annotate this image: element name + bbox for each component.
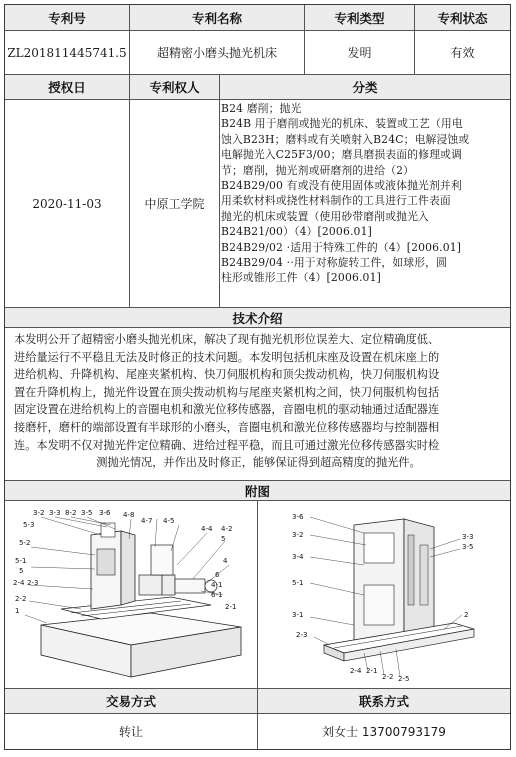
part-label: 2-4 — [13, 578, 25, 587]
tech-intro-label: 技术介绍 — [232, 310, 283, 326]
footer-values — [5, 713, 510, 749]
part-label: 5 — [19, 566, 24, 575]
part-label: 2-3 — [296, 630, 308, 639]
part-label: 3-3 — [462, 532, 474, 541]
patent-type-value: 发明 — [304, 31, 414, 74]
patent-name-value: 超精密小磨头抛光机床 — [129, 31, 304, 74]
part-label: 5-1 — [292, 578, 304, 587]
header-row-2 — [5, 74, 510, 99]
abstract-line: 接磨杆，磨杆的端部设置有半球形的小磨头，音圈电机和激光位移传感器均与控制器相 — [14, 420, 440, 434]
abstract-line: 本发明公开了超精密小磨头抛光机床，解决了现有抛光机形位误差大、定位精确度低、 — [14, 333, 440, 346]
abstract-line: 进给量运行不平稳且无法及时修正的技术问题。本发明包括机床座及设置在机床座上的 — [14, 350, 440, 364]
part-label: 4-1 — [211, 580, 223, 589]
part-label: 3-3 — [49, 508, 61, 517]
classification-line: 节；磨削，抛光剂或研磨剂的进给（2） — [221, 163, 415, 177]
contact-value: 刘女士 13700793179 — [257, 714, 510, 749]
classification-line: B24B 用于磨削或抛光的机床、装置或工艺（用电 — [221, 117, 463, 131]
abstract-line: 连。本发明不仅对抛光件定位精确、进给过程平稳，而且可通过激光位移传感器实时检 — [14, 438, 440, 452]
classification-line: B24B29/00 有或没有使用固体或液体抛光剂并利 — [221, 179, 462, 193]
part-label: 4-7 — [141, 516, 153, 525]
part-label: 3-5 — [81, 508, 93, 517]
trade-label: 交易方式 — [105, 694, 156, 709]
abstract-line: 固定设置在进给机构上的音圈电机和激光位移传感器，音圈电机的驱动轴通过适配器连 — [14, 403, 440, 417]
grant-date-value: 2020-11-03 — [32, 196, 102, 211]
part-label: 4 — [223, 556, 228, 565]
part-label: 3-6 — [292, 512, 304, 521]
drawings-body — [5, 500, 510, 688]
trade-value: 转让 — [118, 725, 143, 739]
part-label: 3-5 — [462, 542, 474, 551]
part-label: 4-5 — [163, 516, 175, 525]
tech-intro-header — [5, 307, 510, 327]
patent-sheet — [4, 4, 511, 750]
patentee-value: 中原工学院 — [129, 100, 219, 307]
part-label: 3-1 — [292, 610, 304, 619]
part-label: 2-2 — [15, 594, 27, 603]
part-label: 1 — [15, 606, 20, 615]
abstract-line: 进给机构、升降机构、尾座夹紧机构、快刀伺服机构和顶尖拨动机构，快刀伺服机构设 — [14, 368, 440, 382]
classification-text — [221, 101, 508, 286]
part-label: 2 — [464, 610, 469, 619]
part-label: 2-1 — [225, 602, 237, 611]
patent-status-label: 专利状态 — [414, 5, 510, 30]
part-label: 2-5 — [398, 674, 410, 683]
classification-line: 抛光的机床或装置（使用砂带磨削或抛光入 — [221, 209, 429, 223]
header-row-1 — [5, 5, 510, 30]
classification-label: 分类 — [219, 75, 510, 99]
classification-line: B24B29/02 ·适用于特殊工件的（4）[2006.01] — [221, 240, 462, 254]
drawing-left — [5, 501, 257, 688]
abstract-line: 置在升降机构上，抛光件设置在顶尖拨动机构与尾座夹紧机构之间，快刀伺服机构包括 — [14, 385, 440, 399]
classification-line: B24B29/04 ··用于对称旋转工件，如球形，圆 — [221, 256, 448, 270]
classification-line: B24 磨削；抛光 — [221, 102, 302, 115]
footer-header — [5, 688, 510, 713]
values-row-1 — [5, 30, 510, 74]
part-label: 6-1 — [211, 590, 223, 599]
classification-line: 蚀入B23H；磨料或有关喷射入B24C；电解浸蚀或 — [221, 132, 470, 146]
patent-no-value: ZL201811445741.5 — [7, 45, 127, 60]
patent-type-label: 专利类型 — [304, 5, 414, 30]
part-label: 4-4 — [201, 524, 213, 533]
drawings-label: 附图 — [244, 483, 270, 499]
part-label: 2-3 — [27, 578, 39, 587]
part-label: 6 — [215, 570, 220, 579]
part-label: 2-2 — [382, 672, 394, 681]
part-label: 5-3 — [23, 520, 35, 529]
contact-label: 联系方式 — [257, 689, 510, 713]
drawing-right — [257, 501, 510, 688]
grant-date-label: 授权日 — [48, 80, 86, 95]
part-label: 5-1 — [15, 556, 27, 565]
classification-line: 用柔软材料或挠性材料制作的工具进行工件表面 — [221, 194, 451, 208]
part-label: 5 — [221, 534, 226, 543]
abstract-line: 测抛光情况，并作出及时修正，能够保证得到超高精度的抛光件。 — [96, 456, 421, 470]
classification-line: B24B21/00）（4）[2006.01] — [221, 225, 372, 239]
part-label: 2-1 — [366, 666, 378, 675]
machine-drawing-left — [11, 505, 251, 685]
drawings-header — [5, 480, 510, 500]
part-label: 4-2 — [221, 524, 233, 533]
patent-status-value: 有效 — [414, 31, 510, 74]
tech-intro-text — [14, 331, 503, 472]
part-label: 2-4 — [350, 666, 362, 675]
classification-line: 柱形或锥形工件（4）[2006.01] — [221, 271, 381, 285]
part-label: 4-8 — [123, 510, 135, 519]
part-label: 8-2 — [65, 508, 77, 517]
patentee-label: 专利权人 — [129, 75, 219, 99]
part-label: 3-4 — [292, 552, 304, 561]
patent-no-label: 专利号 — [48, 10, 86, 26]
part-label: 5-2 — [19, 538, 31, 547]
patent-name-label: 专利名称 — [129, 5, 304, 30]
classification-line: 电解抛光入C25F3/00；磨具磨损表面的修理或调 — [221, 148, 463, 162]
part-label: 3-2 — [292, 530, 304, 539]
part-label: 3-6 — [99, 508, 111, 517]
part-label: 3-2 — [33, 508, 45, 517]
machine-drawing-right — [284, 505, 484, 685]
